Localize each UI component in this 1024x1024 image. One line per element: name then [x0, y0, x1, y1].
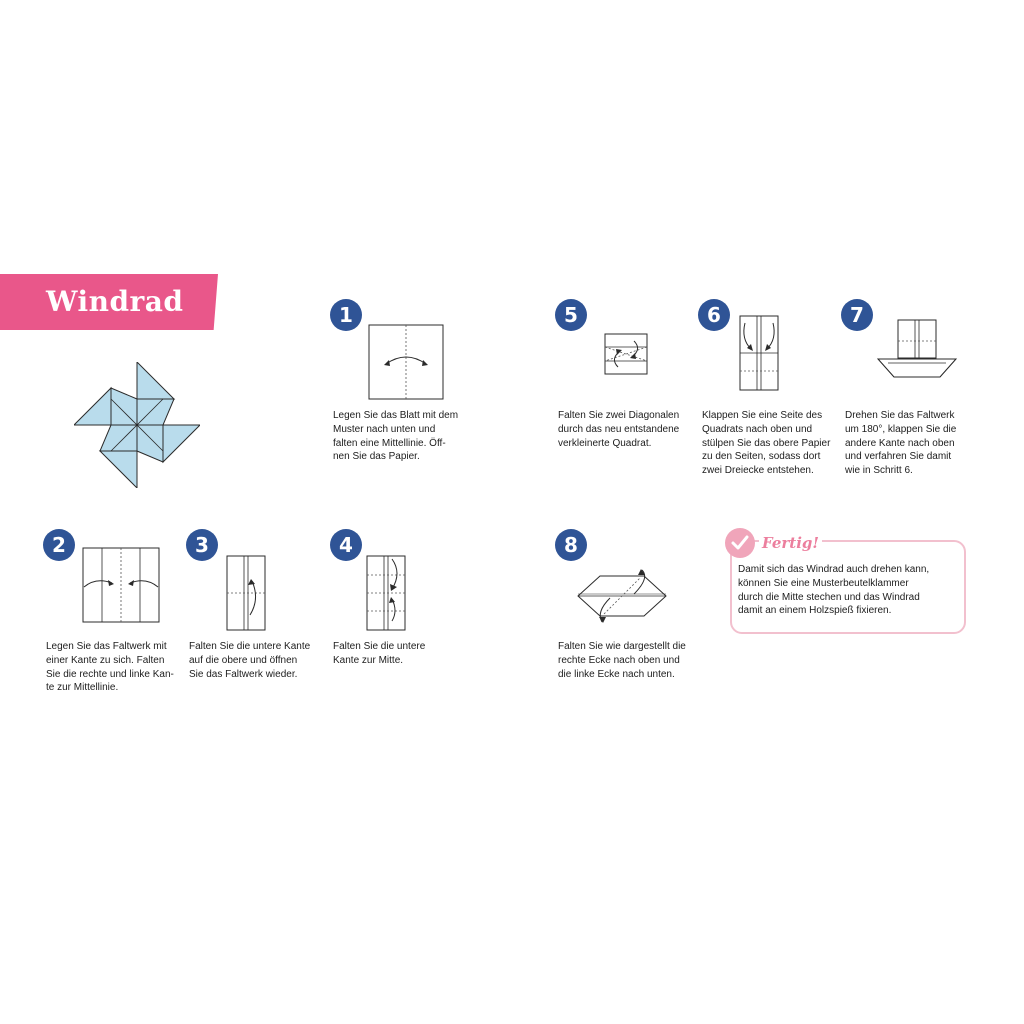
step-8-diagram	[576, 568, 668, 624]
step-5-badge: 5	[555, 299, 587, 331]
step-6-text: Klappen Sie eine Seite des Quadrats nach oben und stülpen Sie das obere Papier zu den Seiten, sodass dort zwei Dreiecke entstehen.	[702, 410, 831, 477]
step-4-badge: 4	[330, 529, 362, 561]
step-6-diagram	[739, 315, 779, 391]
step-3-text: Falten Sie die untere Kante auf die obere und öffnen Sie das Faltwerk wieder.	[189, 641, 311, 680]
step-5-text: Falten Sie zwei Diagonalen durch das neu entstandene verkleinerte Quadrat.	[558, 410, 680, 449]
step-4-diagram	[366, 555, 406, 631]
step-4-text: Falten Sie die untere Kante zur Mitte.	[333, 641, 426, 666]
step-2-text: Legen Sie das Faltwerk mit einer Kante zu sich. Falten Sie die rechte und linke Kan- te zur Mittellinie.	[46, 641, 174, 694]
step-3-diagram	[226, 555, 266, 631]
step-2-badge: 2	[43, 529, 75, 561]
fertig-label: Fertig!	[759, 534, 822, 552]
step-3-badge: 3	[186, 529, 218, 561]
step-1-badge: 1	[330, 299, 362, 331]
step-1-text: Legen Sie das Blatt mit dem Muster nach unten und falten eine Mittellinie. Öff- nen Sie das Papier.	[333, 410, 459, 463]
step-5-diagram	[604, 333, 648, 375]
fertig-text: Damit sich das Windrad auch drehen kann, können Sie eine Musterbeutelklammer durch die Mitte stechen und das Windrad damit an einem Holzspieß fixieren.	[738, 564, 930, 617]
step-7-diagram	[876, 319, 958, 381]
step-6-badge: 6	[698, 299, 730, 331]
step-1-diagram	[368, 324, 444, 400]
step-8-text: Falten Sie wie dargestellt die rechte Ecke nach oben und die linke Ecke nach unten.	[558, 641, 686, 680]
pinwheel-illustration	[74, 362, 200, 488]
step-7-badge: 7	[841, 299, 873, 331]
step-8-badge: 8	[555, 529, 587, 561]
check-icon	[725, 528, 755, 558]
step-2-diagram	[82, 547, 160, 623]
page-title: Windrad	[46, 285, 184, 318]
step-7-text: Drehen Sie das Faltwerk um 180°, klappen Sie die andere Kante nach oben und verfahren Sie damit wie in Schritt 6.	[845, 410, 957, 477]
